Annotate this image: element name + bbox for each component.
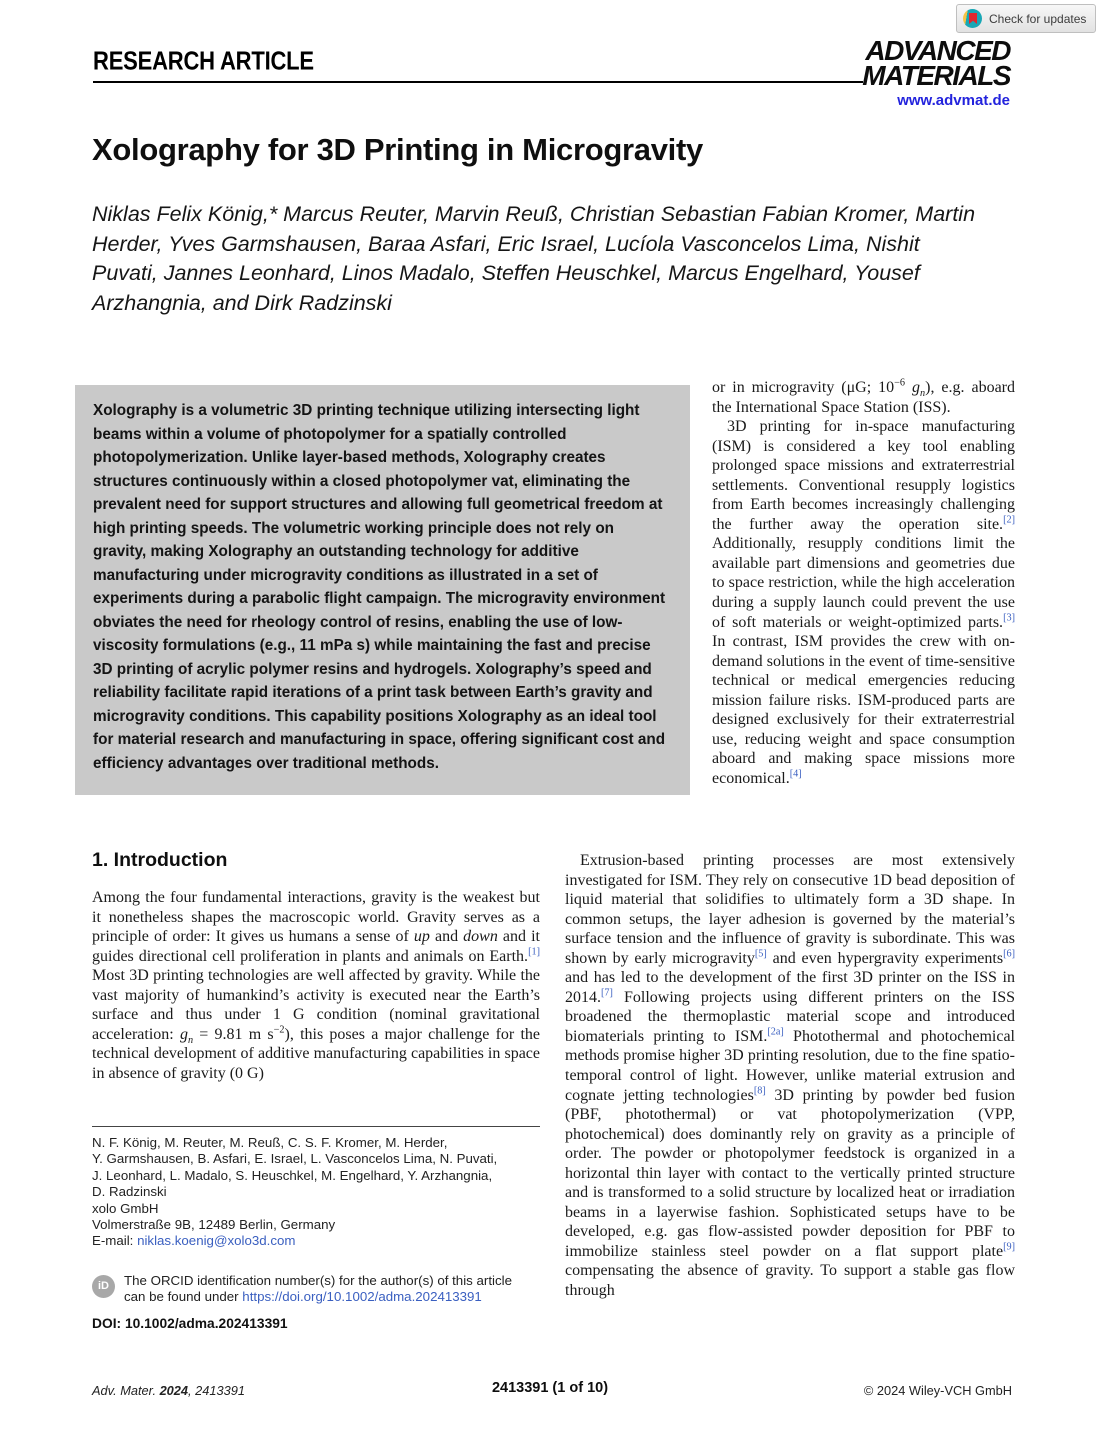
text-segment: and it guides directional cell proliferation in plants and animals on Earth. — [92, 928, 541, 965]
text-segment: 3D printing by powder bed fusion (PBF, photothermal) or vat photopolymerization (VPP, photochemical) does dominantly rely on gravity as a principle of order. The powder or photopolymer feedstock is organized in a horizontal thin layer with contact to the vertically printed structure and is transformed to a solid structure by localized heat or irradiation beams in a layerwise fashion. Sophisticated setups have to be developed, e.g. gas flow-assisted powder deposition for PBF to immobilize stainless steel powder on a flat support plate — [565, 1086, 1015, 1260]
text-segment: up — [413, 928, 430, 946]
article-type-label: RESEARCH ARTICLE — [93, 46, 314, 76]
text-segment: Among the four fundamental interactions, gravity is the weakest but it nonetheless shapes the macroscopic world. Gravity serves as a principle of order: It gives us humans a sense of — [92, 889, 540, 946]
affiliation-line: Y. Garmshausen, B. Asfari, E. Israel, L. Vasconcelos Lima, N. Puvati, — [92, 1151, 498, 1167]
footer-issue: , 2413391 — [188, 1383, 245, 1398]
check-for-updates-label: Check for updates — [989, 11, 1087, 26]
text-segment: g — [179, 1025, 188, 1043]
doi-line: DOI: 10.1002/adma.202413391 — [92, 1316, 288, 1331]
affiliation-line: N. F. König, M. Reuter, M. Reuß, C. S. F. Kromer, M. Herder, — [92, 1135, 448, 1150]
text-segment: and even hypergravity experiments — [766, 949, 1004, 967]
page-title: Xolography for 3D Printing in Microgravity — [92, 132, 703, 167]
orcid-note — [92, 1273, 562, 1306]
email-label: E-mail: — [92, 1233, 138, 1249]
footer-copyright: © 2024 Wiley-VCH GmbH — [863, 1383, 1012, 1398]
journal-logo-line2: MATERIALS — [862, 60, 1010, 91]
affiliation-line: xolo GmbH — [92, 1200, 159, 1216]
abstract-box: Xolography is a volumetric 3D printing technique utilizing intersecting light beams within a volume of photopolymer for a spatially controlled photopolymerization. Unlike layer-based methods, Xolography creates structures continuously within a closed photopolymer vat, eliminating the prevalent need for support structures and allowing full geometrical freedom at high printing speeds. The volumetric working principle does not rely on gravity, making Xolography an outstanding technology for additive manufacturing under microgravity conditions as illustrated in a set of experiments during a parabolic flight campaign. The microgravity environment obviates the need for rheology control of resins, enabling the use of low-viscosity formulations (e.g., 11 mPa s) while maintaining the fast and precise 3D printing of acrylic polymer resins and hydrogels. Xolography’s speed and reliability facilitate rapid iterations of a print task between Earth’s gravity and microgravity conditions. This capability positions Xolography as an ideal tool for material research and manufacturing in space, offering significant cost and efficiency advantages over traditional methods. — [75, 385, 690, 795]
orcid-icon: iD — [92, 1275, 115, 1298]
citation-ref[interactable]: [9] — [1003, 1241, 1015, 1253]
paragraph — [712, 378, 1015, 417]
affiliation-line: D. Radzinski — [92, 1184, 167, 1200]
text-segment: compensating the absence of gravity. To support a stable gas flow through — [565, 1262, 1015, 1300]
citation-ref[interactable]: [7] — [601, 987, 613, 999]
journal-logo-line1: ADVANCED — [865, 35, 1010, 66]
citation-ref[interactable]: [3] — [1003, 612, 1015, 624]
citation-ref[interactable]: [8] — [753, 1085, 766, 1097]
header-rule — [93, 81, 863, 83]
orcid-note-line1: The ORCID identification number(s) for the author(s) of this article — [124, 1273, 512, 1288]
email-link[interactable]: niklas.koenig@xolo3d.com — [137, 1233, 296, 1249]
text-segment: Following projects using different printers on the ISS broadened the thermoplastic material scope and introduced biomaterials printing to ISM. — [565, 988, 1015, 1045]
footer-journal: Adv. Mater. — [92, 1383, 160, 1398]
journal-logo — [862, 35, 1010, 91]
text-segment — [905, 379, 912, 396]
text-segment: or in microgravity (μG; 10 — [712, 379, 895, 396]
citation-ref[interactable]: [1] — [528, 946, 540, 958]
text-segment: 3D printing for in-space manufacturing (ISM) is considered a key tool enabling prolonged space missions and extraterrestrial settlements. Conventional resupply logistics from Earth becomes increasingly challenging the further away the operation site. — [712, 418, 1015, 533]
text-segment: n — [187, 1035, 194, 1047]
footer-page-number: 2413391 (1 of 10) — [491, 1380, 609, 1396]
text-segment: ), this poses a major challenge for the technical development of additive manufacturing capabilities in space in absence of gravity (0 G) — [92, 1025, 541, 1082]
text-segment: Additionally, resupply conditions limit the available part dimensions and geometries due to space restriction, while the high acceleration during a supply launch could prevent the use of soft materials or weight-optimized parts. — [712, 535, 1015, 631]
journal-website-link[interactable]: www.advmat.de — [897, 92, 1010, 109]
text-segment: −6 — [894, 377, 906, 389]
text-segment: g — [912, 379, 921, 396]
citation-ref[interactable]: [4] — [789, 768, 802, 780]
text-segment: down — [463, 928, 498, 946]
paragraph — [565, 851, 1015, 1301]
text-segment: −2 — [273, 1024, 285, 1036]
author-list: Niklas Felix König,* Marcus Reuter, Marvin Reuß, Christian Sebastian Fabian Kromer, Martin Herder, Yves Garmshausen, Baraa Asfari, Eric Israel, Lucíola Vasconcelos Lima, Nishit Puvati, Jannes Leonhard, Linos Madalo, Steffen Heuschkel, Marcus Engelhard, Yousef Arzhangnia, and Dirk Radzinski — [92, 202, 976, 315]
footnote-rule — [92, 1126, 540, 1127]
text-segment: ), e.g. aboard the International Space Station (ISS). — [712, 379, 1016, 416]
orcid-note-text — [124, 1273, 512, 1306]
citation-ref[interactable]: [2] — [1003, 514, 1015, 526]
affiliation-line: Volmerstraße 9B, 12489 Berlin, Germany — [92, 1217, 336, 1233]
column-right-body — [565, 851, 1015, 1301]
text-segment: Extrusion-based printing processes are most extensively investigated for ISM. They rely on consecutive 1D bead deposition of liquid material that solidifies to ultimately form a 3D shape. In common setups, the layer adhesion is governed by the material’s surface tension and the influence of gravity is subordinate. This was shown by early microgravity — [565, 852, 1015, 967]
text-segment: = 9.81 m s — [193, 1025, 274, 1043]
text-segment: and has led to the development of the first 3D printer on the ISS in 2014. — [565, 969, 1015, 1006]
citation-ref[interactable]: [2a] — [767, 1026, 784, 1038]
check-for-updates-button[interactable] — [956, 4, 1096, 33]
text-segment: and — [429, 928, 464, 946]
citation-ref[interactable]: [5] — [754, 948, 767, 960]
orcid-doi-link[interactable]: https://doi.org/10.1002/adma.202413391 — [242, 1289, 482, 1305]
column-right-top — [712, 378, 1015, 788]
email-line — [92, 1233, 562, 1249]
column-left-body — [92, 888, 540, 1083]
text-segment: n — [920, 388, 926, 400]
paragraph — [92, 888, 540, 1083]
affiliation-line: J. Leonhard, L. Madalo, S. Heuschkel, M. Engelhard, Y. Arzhangnia, — [92, 1167, 493, 1183]
crossmark-icon — [963, 9, 982, 28]
footer-year: 2024 — [159, 1383, 189, 1398]
text-segment: Photothermal and photochemical methods promise higher 3D printing resolution, due to the fine spatio-temporal control of light. However, unlike material extrusion and cognate jetting technologies — [565, 1027, 1015, 1104]
section-heading-introduction: 1. Introduction — [92, 849, 228, 871]
paragraph — [712, 417, 1015, 788]
text-segment: Most 3D printing technologies are well affected by gravity. While the vast majority of humankind’s activity is executed near the Earth’s surface and thus under 1 G condition (nominal gravitational acceleration: — [92, 967, 540, 1043]
citation-ref[interactable]: [6] — [1003, 948, 1015, 960]
text-segment: In contrast, ISM provides the crew with on-demand solutions in the event of time-sensitive technical or medical emergencies reducing mission failure risks. ISM-produced parts are designed exclusively for their extraterrestrial use, reducing weight and space consumption aboard and making space missions more economical. — [712, 633, 1015, 787]
affiliation-block — [92, 1135, 562, 1250]
orcid-note-line2: can be found under — [124, 1289, 243, 1305]
